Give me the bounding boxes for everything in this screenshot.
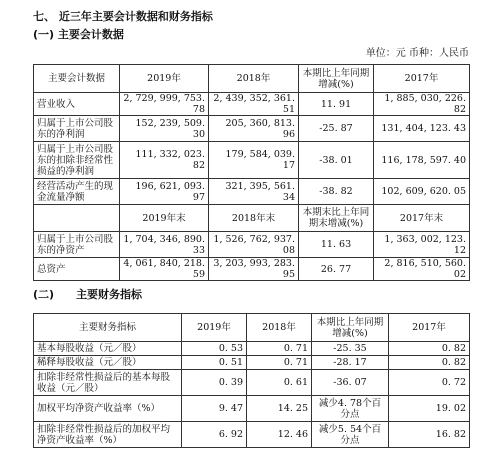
value-cell: 6. 92 (182, 422, 247, 448)
value-cell: 19. 02 (389, 396, 470, 422)
table-row (34, 342, 470, 356)
change-cell: -38. 82 (299, 179, 374, 205)
value-cell: 2, 439, 352, 361. 51 (209, 93, 299, 116)
header-cell: 2018年 (209, 65, 299, 93)
table-header-row (34, 314, 470, 342)
table-row (34, 422, 470, 448)
financial-indicators-table (33, 313, 470, 448)
value-cell: 179, 584, 039. 17 (209, 142, 299, 179)
change-cell: 11. 91 (299, 93, 374, 116)
row-label: 基本每股收益（元／股） (34, 342, 182, 356)
value-cell: 111, 332, 023. 82 (120, 142, 209, 179)
row-label: 经营活动产生的现金流量净额 (34, 179, 120, 205)
value-cell: 16. 82 (389, 422, 470, 448)
value-cell: 152, 239, 509. 30 (120, 116, 209, 142)
header-cell: 2019年末 (120, 205, 209, 232)
row-label: 归属于上市公司股东的净资产 (34, 232, 120, 258)
table-row (34, 396, 470, 422)
accounting-data-table (33, 64, 470, 281)
value-cell: 9. 47 (182, 396, 247, 422)
header-cell: 2017年 (374, 65, 470, 93)
subsection-label: 主要财务指标 (76, 288, 143, 301)
change-cell: 减少5. 54个百分点 (312, 422, 389, 448)
table-row (34, 232, 470, 258)
value-cell: 0. 53 (182, 342, 247, 356)
change-cell: 11. 63 (299, 232, 374, 258)
row-label: 营业收入 (34, 93, 120, 116)
header-cell: 本期末比上年同期末增减(%) (299, 205, 374, 232)
row-label: 加权平均净资产收益率（%） (34, 396, 182, 422)
change-cell: -25. 35 (312, 342, 389, 356)
value-cell: 116, 178, 597. 40 (374, 142, 470, 179)
value-cell: 102, 609, 620. 05 (374, 179, 470, 205)
header-cell (34, 205, 120, 232)
value-cell: 0. 72 (389, 370, 470, 396)
table-row (34, 93, 470, 116)
row-label: 归属于上市公司股东的扣除非经常性损益的净利润 (34, 142, 120, 179)
table-row (34, 142, 470, 179)
table-row (34, 258, 470, 281)
header-cell: 2017年末 (374, 205, 470, 232)
table-row (34, 116, 470, 142)
header-cell: 2019年 (182, 314, 247, 342)
header-cell: 2019年 (120, 65, 209, 93)
section-title: 七、 近三年主要会计数据和财务指标 (33, 10, 213, 23)
value-cell: 0. 82 (389, 356, 470, 370)
value-cell: 205, 360, 813. 96 (209, 116, 299, 142)
table-row (34, 356, 470, 370)
value-cell: 131, 404, 123. 43 (374, 116, 470, 142)
subsection-number: (二) (33, 288, 55, 301)
value-cell: 2, 729, 999, 753. 78 (120, 93, 209, 116)
value-cell: 2, 816, 510, 560. 02 (374, 258, 470, 281)
header-cell: 本期比上年同期增减(%) (312, 314, 389, 342)
change-cell: -28. 17 (312, 356, 389, 370)
value-cell: 4, 061, 840, 218. 59 (120, 258, 209, 281)
value-cell: 12. 46 (247, 422, 312, 448)
row-label: 稀释每股收益（元／股） (34, 356, 182, 370)
value-cell: 0. 71 (247, 356, 312, 370)
table-row (34, 370, 470, 396)
value-cell: 14. 25 (247, 396, 312, 422)
row-label: 归属于上市公司股东的净利润 (34, 116, 120, 142)
value-cell: 0. 82 (389, 342, 470, 356)
value-cell: 196, 621, 093. 97 (120, 179, 209, 205)
header-cell: 2017年 (389, 314, 470, 342)
value-cell: 1, 526, 762, 937. 08 (209, 232, 299, 258)
change-cell: -36. 07 (312, 370, 389, 396)
change-cell: 减少4. 78个百分点 (312, 396, 389, 422)
subsection-title-financial-indicators (33, 286, 142, 302)
row-label: 总资产 (34, 258, 120, 281)
header-cell: 2018年 (247, 314, 312, 342)
table-subheader-row (34, 205, 470, 232)
value-cell: 0. 71 (247, 342, 312, 356)
table-header-row (34, 65, 470, 93)
value-cell: 3, 203, 993, 283. 95 (209, 258, 299, 281)
value-cell: 1, 363, 002, 123. 12 (374, 232, 470, 258)
row-label: 扣除非经常性损益后的加权平均净资产收益率（%） (34, 422, 182, 448)
subsection-title-accounting-data: (一) 主要会计数据 (33, 28, 124, 41)
value-cell: 0. 61 (247, 370, 312, 396)
value-cell: 0. 39 (182, 370, 247, 396)
table-row (34, 179, 470, 205)
value-cell: 321, 395, 561. 34 (209, 179, 299, 205)
header-cell: 主要会计数据 (34, 65, 120, 93)
header-cell: 2018年末 (209, 205, 299, 232)
unit-currency-note: 单位：元 币种：人民币 (365, 48, 469, 59)
change-cell: -25. 87 (299, 116, 374, 142)
change-cell: 26. 77 (299, 258, 374, 281)
row-label: 扣除非经常性损益后的基本每股收益（元／股） (34, 370, 182, 396)
change-cell: -38. 01 (299, 142, 374, 179)
header-cell: 本期比上年同期增减(%) (299, 65, 374, 93)
value-cell: 1, 885, 030, 226. 82 (374, 93, 470, 116)
value-cell: 1, 704, 346, 890. 33 (120, 232, 209, 258)
value-cell: 0. 51 (182, 356, 247, 370)
header-cell: 主要财务指标 (34, 314, 182, 342)
